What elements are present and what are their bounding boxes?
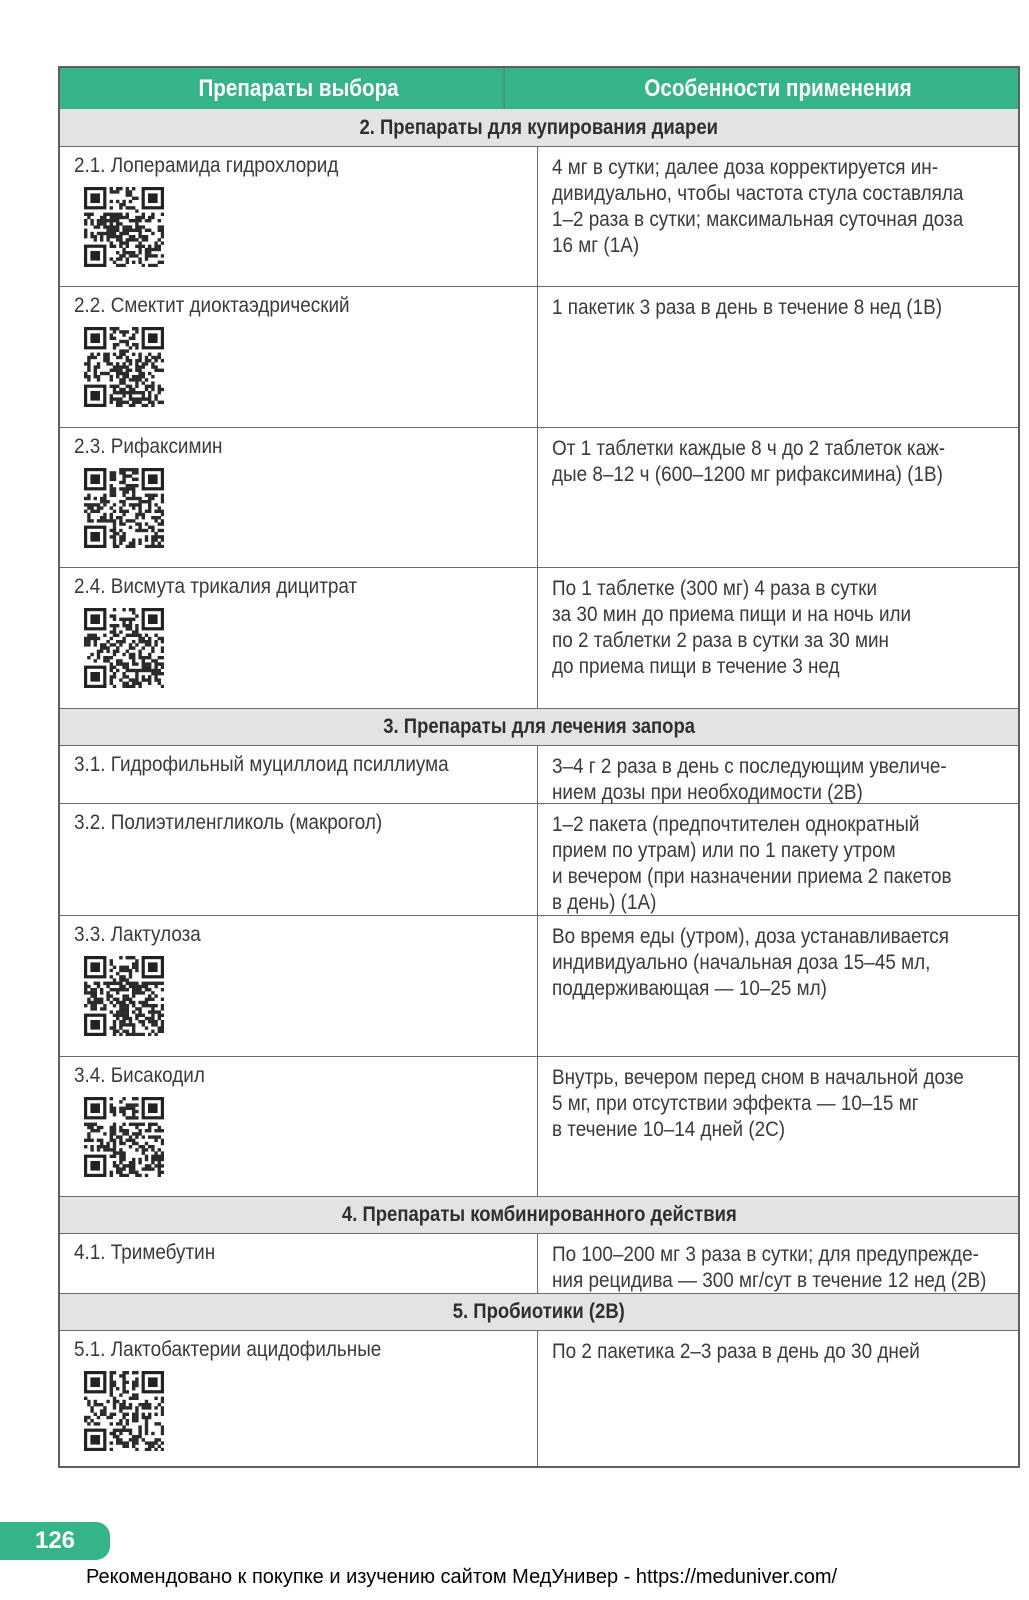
usage-text: 1 пакетик 3 раза в день в течение 8 нед (1В) <box>552 296 942 319</box>
usage-cell <box>538 804 1018 915</box>
usage-cell <box>538 287 1018 427</box>
table-row <box>60 1056 1018 1196</box>
section-title: 3. Препараты для лечения запора <box>383 715 695 738</box>
table-row <box>60 915 1018 1056</box>
drug-cell <box>60 1234 538 1293</box>
drug-name: 3.3. Лактулоза <box>74 923 201 946</box>
usage-text: Во время еды (утром), доза устанавливается индивидуально (начальная доза 15–45 мл, поддерживающая — 10–25 мл) <box>552 925 949 1000</box>
qr-code-icon[interactable] <box>84 608 164 688</box>
table-body <box>60 109 1018 1466</box>
drug-cell <box>60 916 538 1056</box>
qr-code-icon[interactable] <box>84 1097 164 1177</box>
drug-name: 2.3. Рифаксимин <box>74 435 223 458</box>
header-col-usage: Особенности применения <box>644 74 912 102</box>
section-title: 5. Пробиотики (2В) <box>452 1300 626 1323</box>
drug-name: 5.1. Лактобактерии ацидофильные <box>74 1338 382 1361</box>
section-header <box>60 109 1018 146</box>
table-row <box>60 427 1018 567</box>
drug-name: 3.4. Бисакодил <box>74 1064 205 1087</box>
footer-note: Рекомендовано к покупке и изучению сайтом МедУнивер - https://meduniver.com/ <box>86 1566 838 1588</box>
drug-name: 3.1. Гидрофильный муциллоид псиллиума <box>74 753 449 776</box>
section-title: 2. Препараты для купирования диареи <box>359 115 719 139</box>
usage-cell <box>538 147 1018 286</box>
page-number: 126 <box>0 1522 110 1560</box>
drug-name: 4.1. Тримебутин <box>74 1241 216 1264</box>
usage-text: 3–4 г 2 раза в день с последующим увеличе- нием дозы при необходимости (2В) <box>552 755 947 804</box>
usage-text: 4 мг в сутки; далее доза корректируется ин- дивидуально, чтобы частота стула составляла 1–2 раза в сутки; максимальная суточная доза 16 мг (1А) <box>552 156 964 257</box>
table-header <box>60 68 1018 109</box>
drug-name: 2.1. Лоперамида гидрохлорид <box>74 154 339 177</box>
table-row <box>60 567 1018 708</box>
table-row <box>60 1233 1018 1293</box>
drug-table <box>58 66 1020 1468</box>
usage-cell <box>538 746 1018 803</box>
drug-cell <box>60 1057 538 1196</box>
drug-name: 2.4. Висмута трикалия дицитрат <box>74 575 358 598</box>
drug-cell <box>60 746 538 803</box>
usage-text: Внутрь, вечером перед сном в начальной дозе 5 мг, при отсутствии эффекта — 10–15 мг в течение 10–14 дней (2С) <box>552 1066 964 1141</box>
usage-text: 1–2 пакета (предпочтителен однократный прием по утрам) или по 1 пакету утром и вечером (при назначении приема 2 пакетов в день) (1А) <box>552 813 952 914</box>
qr-code-icon[interactable] <box>84 956 164 1036</box>
usage-cell <box>538 1057 1018 1196</box>
usage-cell <box>538 916 1018 1056</box>
table-row <box>60 286 1018 427</box>
drug-name: 2.2. Смектит диоктаэдрический <box>74 294 350 317</box>
qr-code-icon[interactable] <box>84 1371 164 1451</box>
usage-text: По 1 таблетке (300 мг) 4 раза в сутки за 30 мин до приема пищи и на ночь или по 2 таблетки 2 раза в сутки за 30 мин до приема пищи в течение 3 нед <box>552 577 912 678</box>
usage-cell <box>538 568 1018 708</box>
usage-cell <box>538 1234 1018 1293</box>
usage-cell <box>538 1331 1018 1466</box>
usage-text: По 2 пакетика 2–3 раза в день до 30 дней <box>552 1340 920 1363</box>
section-header <box>60 1196 1018 1233</box>
section-title: 4. Препараты комбинированного действия <box>341 1203 737 1226</box>
drug-cell <box>60 287 538 427</box>
usage-text: От 1 таблетки каждые 8 ч до 2 таблеток каж- дые 8–12 ч (600–1200 мг рифаксимина) (1В) <box>552 437 946 486</box>
qr-code-icon[interactable] <box>84 187 164 267</box>
table-row <box>60 146 1018 286</box>
usage-cell <box>538 428 1018 567</box>
drug-cell <box>60 428 538 567</box>
drug-cell <box>60 568 538 708</box>
usage-text: По 100–200 мг 3 раза в сутки; для предупрежде- ния рецидива — 300 мг/сут в течение 12 нед (2В) <box>552 1243 987 1292</box>
table-row <box>60 1330 1018 1466</box>
drug-cell <box>60 1331 538 1466</box>
drug-cell <box>60 147 538 286</box>
qr-code-icon[interactable] <box>84 468 164 548</box>
table-row <box>60 745 1018 803</box>
drug-cell <box>60 804 538 915</box>
table-row <box>60 803 1018 915</box>
drug-name: 3.2. Полиэтиленгликоль (макрогол) <box>74 811 383 834</box>
qr-code-icon[interactable] <box>84 327 164 407</box>
section-header <box>60 1293 1018 1330</box>
section-header <box>60 708 1018 745</box>
header-col-drugs: Препараты выбора <box>93 68 504 109</box>
